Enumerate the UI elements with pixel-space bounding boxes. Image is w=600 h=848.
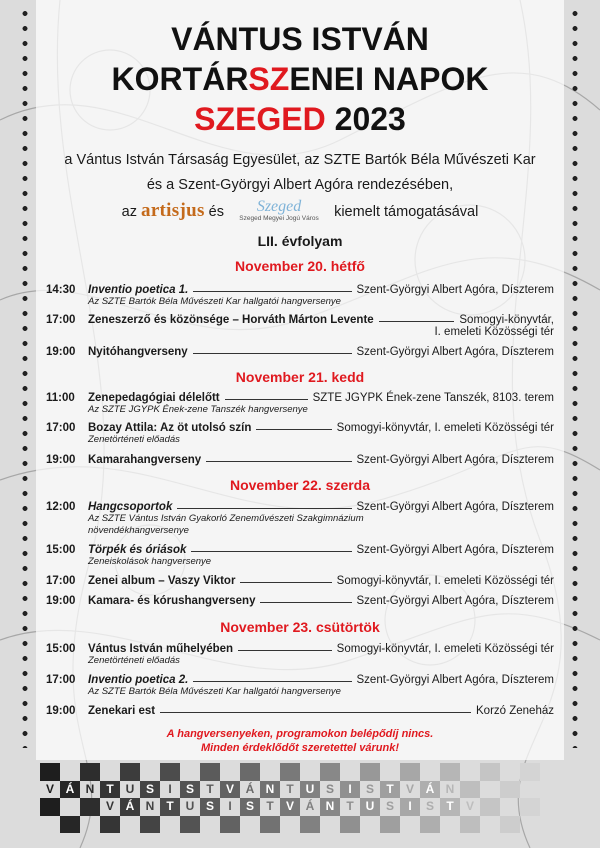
event-item bbox=[46, 392, 554, 416]
banner-letter: I bbox=[408, 799, 412, 813]
leader-line bbox=[193, 284, 351, 292]
leader-line bbox=[238, 643, 332, 651]
banner-letter: I bbox=[168, 781, 172, 796]
event-item bbox=[46, 544, 554, 568]
day-heading: November 20. hétfő bbox=[235, 258, 365, 274]
banner-letter: S bbox=[425, 799, 434, 813]
checker-square bbox=[220, 816, 240, 834]
festival-title-line1: VÁNTUS ISTVÁN bbox=[171, 21, 429, 57]
event-time: 17:00 bbox=[46, 674, 76, 686]
banner-letter: T bbox=[346, 799, 354, 813]
leader-line bbox=[177, 501, 351, 509]
title-part: KORTÁR bbox=[111, 61, 249, 97]
banner-letter: Á bbox=[245, 781, 255, 796]
year: 2023 bbox=[325, 101, 406, 137]
banner-letter: U bbox=[365, 799, 375, 813]
banner-letter: T bbox=[446, 799, 454, 813]
leader-line bbox=[240, 575, 331, 583]
checker-square bbox=[480, 798, 500, 816]
notice-line2: Minden érdeklődőt szeretettel várunk! bbox=[200, 742, 400, 754]
checker-square bbox=[480, 763, 500, 781]
checker-square bbox=[360, 763, 380, 781]
day-heading: November 23. csütörtök bbox=[220, 619, 380, 635]
sponsors-post: kiemelt támogatásával bbox=[334, 204, 479, 220]
leader-line bbox=[256, 422, 331, 430]
banner-letter: I bbox=[348, 781, 352, 796]
banner-letter: T bbox=[286, 781, 294, 796]
event-title: Hangcsoportok bbox=[88, 501, 173, 513]
festival-title-line2 bbox=[0, 59, 600, 99]
banner-letter: T bbox=[166, 799, 174, 813]
checker-square bbox=[80, 798, 100, 816]
checker-square bbox=[520, 798, 540, 816]
szeged-logo-subtitle: Szeged Megyei Jogú Város bbox=[239, 215, 319, 223]
checker-square bbox=[160, 763, 180, 781]
volume-label: LII. évfolyam bbox=[257, 233, 343, 249]
event-note: Az SZTE Bartók Béla Művészeti Kar hallgatói hangversenye bbox=[88, 686, 341, 697]
title-accent: SZ bbox=[248, 61, 290, 97]
banner-letter: I bbox=[228, 799, 232, 813]
banner-letter: T bbox=[106, 781, 114, 796]
event-title: Vántus István műhelyében bbox=[88, 643, 234, 655]
banner-letter: T bbox=[266, 799, 274, 813]
banner-letter: V bbox=[45, 781, 54, 796]
festival-title-line3 bbox=[0, 99, 600, 139]
event-location: Szent-Györgyi Albert Agóra, Díszterem bbox=[356, 284, 554, 296]
event-note: Zenetörténeti előadás bbox=[88, 434, 180, 445]
event-title: Törpék és óriások bbox=[88, 544, 187, 556]
notice-line1: A hangversenyeken, programokon belépődíj nincs. bbox=[166, 728, 434, 740]
artisjus-logo: artisjus bbox=[141, 200, 205, 221]
event-location: Szent-Györgyi Albert Agóra, Díszterem bbox=[356, 501, 554, 513]
event-location: Somogyi-könyvtár, I. emeleti Közösségi tér bbox=[336, 575, 554, 587]
event-note: Zenetörténeti előadás bbox=[88, 655, 180, 666]
checker-square bbox=[400, 763, 420, 781]
event-time: 19:00 bbox=[46, 346, 76, 358]
checker-square bbox=[380, 816, 400, 834]
event-item bbox=[46, 346, 554, 358]
banner-letter: V bbox=[105, 799, 114, 813]
event-location-line2: I. emeleti Közösségi tér bbox=[434, 326, 554, 338]
event-item bbox=[46, 314, 554, 338]
checker-square bbox=[240, 763, 260, 781]
checker-square bbox=[140, 816, 160, 834]
checker-square bbox=[460, 781, 480, 799]
checker-square bbox=[540, 816, 560, 834]
day-heading: November 21. kedd bbox=[235, 369, 365, 385]
banner-letter: Á bbox=[425, 781, 435, 796]
checker-square bbox=[120, 763, 140, 781]
sponsors-pre: az bbox=[121, 204, 137, 220]
event-title: Kamarahangverseny bbox=[88, 454, 202, 466]
title-part: ENEI NAPOK bbox=[289, 61, 489, 97]
checker-square bbox=[100, 816, 120, 834]
banner-letter: U bbox=[185, 799, 195, 813]
event-time: 19:00 bbox=[46, 705, 76, 717]
event-title: Inventio poetica 2. bbox=[88, 674, 189, 686]
event-note: Az SZTE JGYPK Ének-zene Tanszék hangversenye bbox=[88, 404, 308, 415]
event-location: Szent-Györgyi Albert Agóra, Díszterem bbox=[356, 346, 554, 358]
event-time: 19:00 bbox=[46, 595, 76, 607]
organizers-line2: és a Szent-Györgyi Albert Agóra rendezésében, bbox=[146, 177, 454, 193]
event-note: Zeneiskolások hangversenye bbox=[88, 556, 212, 567]
checker-square bbox=[260, 816, 280, 834]
banner-letter: S bbox=[325, 781, 334, 796]
szeged-logo-text: Szeged bbox=[256, 198, 302, 216]
event-time: 15:00 bbox=[46, 643, 76, 655]
checkerboard-banner bbox=[40, 763, 560, 833]
event-item bbox=[46, 501, 554, 537]
event-location: Somogyi-könyvtár, I. emeleti Közösségi tér bbox=[336, 422, 554, 434]
event-note-line2: növendékhangversenye bbox=[88, 525, 189, 536]
banner-letter: V bbox=[465, 799, 474, 813]
banner-letter: N bbox=[265, 781, 275, 796]
banner-letter: V bbox=[405, 781, 414, 796]
checker-square bbox=[300, 816, 320, 834]
sponsors-line bbox=[0, 200, 600, 224]
event-title: Zenekari est bbox=[88, 705, 156, 717]
leader-line bbox=[206, 454, 351, 462]
banner-letter: S bbox=[145, 781, 154, 796]
event-location: Szent-Györgyi Albert Agóra, Díszterem bbox=[356, 674, 554, 686]
checker-square bbox=[520, 763, 540, 781]
checker-square bbox=[200, 763, 220, 781]
leader-line bbox=[191, 544, 351, 552]
city-name: SZEGED bbox=[194, 101, 326, 137]
event-time: 14:30 bbox=[46, 284, 76, 296]
banner-letter: S bbox=[245, 799, 254, 813]
checker-square bbox=[320, 763, 340, 781]
checker-square bbox=[80, 763, 100, 781]
event-time: 11:00 bbox=[46, 392, 75, 404]
banner-letter: V bbox=[225, 781, 234, 796]
event-time: 19:00 bbox=[46, 454, 76, 466]
checker-square bbox=[280, 763, 300, 781]
event-item bbox=[46, 284, 554, 308]
event-location: Korzó Zeneház bbox=[476, 705, 554, 717]
checker-square bbox=[440, 763, 460, 781]
banner-letter: U bbox=[305, 781, 315, 796]
event-item bbox=[46, 422, 554, 446]
banner-letter: T bbox=[386, 781, 394, 796]
event-title: Kamara- és kórushangverseny bbox=[88, 595, 256, 607]
event-time: 17:00 bbox=[46, 314, 76, 326]
event-location: Szent-Györgyi Albert Agóra, Díszterem bbox=[356, 544, 554, 556]
szeged-city-logo bbox=[236, 200, 322, 224]
checker-square bbox=[500, 816, 520, 834]
event-item bbox=[46, 705, 554, 717]
organizers-line1: a Vántus István Társaság Egyesület, az SZTE Bartók Béla Művészeti Kar bbox=[64, 152, 536, 168]
banner-letter: T bbox=[206, 781, 214, 796]
sponsors-and: és bbox=[208, 204, 224, 220]
leader-line bbox=[225, 392, 308, 400]
checker-square bbox=[420, 816, 440, 834]
day-heading: November 22. szerda bbox=[229, 477, 371, 493]
banner-letter: S bbox=[385, 799, 394, 813]
checker-square bbox=[40, 763, 60, 781]
event-location: Szent-Györgyi Albert Agóra, Díszterem bbox=[356, 595, 554, 607]
event-title: Zenepedagógiai délelőtt bbox=[88, 392, 220, 404]
checker-square bbox=[40, 798, 60, 816]
event-location: Somogyi-könyvtár, I. emeleti Közösségi tér bbox=[336, 643, 554, 655]
banner-letter: N bbox=[325, 799, 335, 813]
checker-square bbox=[540, 781, 560, 799]
checker-square bbox=[60, 816, 80, 834]
leader-line bbox=[379, 314, 455, 322]
checker-square bbox=[500, 781, 520, 799]
event-title: Bozay Attila: Az öt utolsó szín bbox=[88, 422, 252, 434]
event-time: 17:00 bbox=[46, 575, 76, 587]
event-note: Az SZTE Vántus István Gyakorló Zeneművészeti Szakgimnázium bbox=[88, 513, 364, 524]
checker-square bbox=[340, 816, 360, 834]
event-title: Nyitóhangverseny bbox=[88, 346, 188, 358]
banner-letter: Á bbox=[125, 799, 135, 813]
banner-letter: S bbox=[185, 781, 194, 796]
event-time: 15:00 bbox=[46, 544, 76, 556]
event-title: Inventio poetica 1. bbox=[88, 284, 189, 296]
leader-line bbox=[160, 705, 471, 713]
event-item bbox=[46, 454, 554, 466]
checker-square bbox=[460, 816, 480, 834]
event-title: Zenei album – Vaszy Viktor bbox=[88, 575, 236, 587]
event-item bbox=[46, 595, 554, 607]
checker-square bbox=[180, 816, 200, 834]
event-time: 17:00 bbox=[46, 422, 76, 434]
banner-letter: N bbox=[145, 799, 155, 813]
event-item bbox=[46, 575, 554, 587]
banner-letter: U bbox=[125, 781, 135, 796]
event-note: Az SZTE Bartók Béla Művészeti Kar hallgatói hangversenye bbox=[88, 296, 341, 307]
event-item bbox=[46, 643, 554, 667]
leader-line bbox=[193, 346, 352, 354]
banner-letter: N bbox=[85, 781, 95, 796]
leader-line bbox=[260, 595, 351, 603]
event-item bbox=[46, 674, 554, 698]
event-time: 12:00 bbox=[46, 501, 76, 513]
banner-letter: Á bbox=[305, 799, 315, 813]
banner-letter: S bbox=[205, 799, 214, 813]
event-location: Somogyi-könyvtár, bbox=[459, 314, 554, 326]
banner-letter: V bbox=[285, 799, 294, 813]
event-title: Zeneszerző és közönsége – Horváth Márton Levente bbox=[88, 314, 374, 326]
event-location: SZTE JGYPK Ének-zene Tanszék, 8103. terem bbox=[312, 392, 554, 404]
banner-letter: S bbox=[365, 781, 374, 796]
banner-letter: N bbox=[445, 781, 455, 796]
event-location: Szent-Györgyi Albert Agóra, Díszterem bbox=[356, 454, 554, 466]
banner-letter: Á bbox=[65, 781, 75, 796]
leader-line bbox=[193, 674, 351, 682]
